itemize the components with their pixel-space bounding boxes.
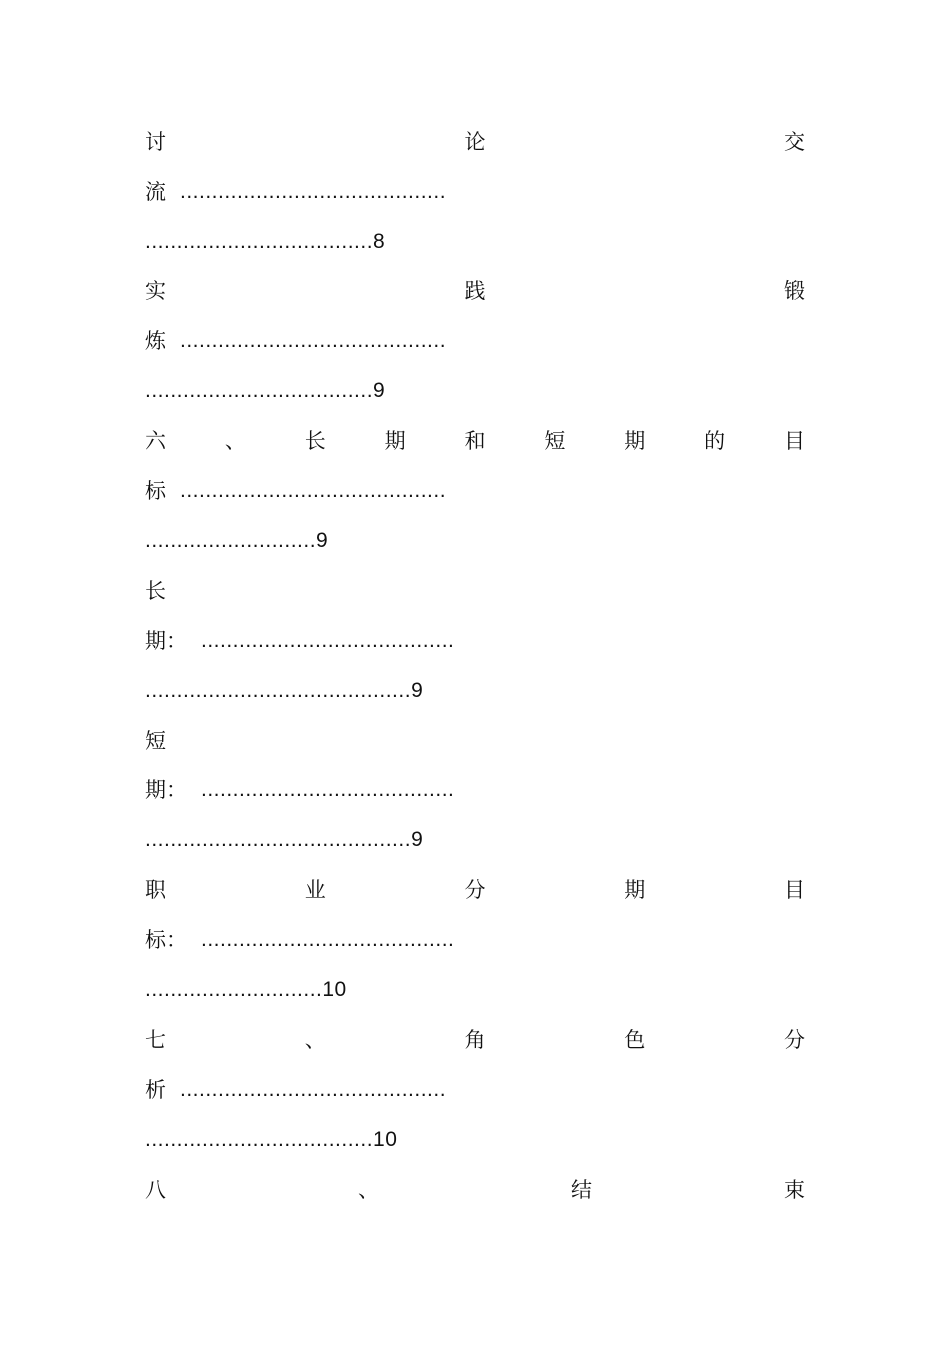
- toc-tail-char: 期：: [145, 629, 187, 653]
- toc-char: 的: [704, 429, 726, 453]
- toc-page-number: 10: [373, 1128, 398, 1151]
- toc-char: 八: [145, 1178, 166, 1202]
- toc-char: 职: [145, 878, 166, 902]
- toc-dots: ..........................................: [180, 1078, 447, 1101]
- toc-tail-char: 标：: [145, 928, 187, 952]
- toc-dots: ..........................................: [180, 180, 447, 203]
- toc-leader-line: [145, 476, 805, 506]
- toc-leader-line: [145, 177, 805, 207]
- toc-char: 期: [384, 429, 406, 453]
- toc-page-number: 9: [411, 828, 424, 851]
- toc-dots: ....................................: [145, 230, 374, 253]
- toc-leader-line: [145, 775, 805, 805]
- toc-page-line[interactable]: [145, 1125, 805, 1155]
- toc-leader-line: [145, 626, 805, 656]
- toc-char: 实: [145, 279, 166, 303]
- toc-page-line[interactable]: [145, 975, 805, 1005]
- toc-char: 讨: [145, 130, 166, 154]
- toc-dots: ..........................................: [145, 679, 412, 702]
- toc-char: 角: [464, 1028, 486, 1052]
- toc-leader-line: [145, 1075, 805, 1105]
- toc-page-line[interactable]: [145, 676, 805, 706]
- toc-heading-line: [145, 426, 805, 456]
- toc-char: 短: [145, 729, 166, 753]
- toc-dots: ..........................................: [180, 479, 447, 502]
- toc-char: 、: [304, 1028, 326, 1052]
- toc-dots: ........................................: [201, 778, 455, 801]
- toc-page-line[interactable]: [145, 825, 805, 855]
- toc-char: 色: [624, 1028, 646, 1052]
- toc-tail-char: 析: [145, 1078, 166, 1102]
- toc-char: 七: [145, 1028, 166, 1052]
- toc-dots: ........................................: [201, 928, 455, 951]
- toc-page-number: 9: [316, 529, 329, 552]
- toc-char: 短: [544, 429, 566, 453]
- toc-char: 践: [464, 279, 486, 303]
- toc-leader-line: [145, 326, 805, 356]
- toc-char: 、: [224, 429, 246, 453]
- toc-char: 目: [784, 878, 805, 902]
- toc-char: 六: [145, 429, 166, 453]
- toc-char: 期: [624, 878, 646, 902]
- toc-char: 锻: [784, 279, 805, 303]
- toc-char: 分: [784, 1028, 805, 1052]
- toc-heading-line: [145, 276, 805, 306]
- toc-dots: ........................................: [201, 629, 455, 652]
- toc-page-number: 9: [373, 379, 386, 402]
- toc-tail-char: 炼: [145, 329, 166, 353]
- toc-char: 交: [784, 130, 805, 154]
- toc-dots: ..........................................: [145, 828, 412, 851]
- toc-char: 束: [784, 1178, 805, 1202]
- toc-tail-char: 期：: [145, 778, 187, 802]
- toc-char: 论: [464, 130, 486, 154]
- toc-char: 期: [624, 429, 646, 453]
- toc-dots: ....................................: [145, 1128, 374, 1151]
- toc-char: 和: [464, 429, 486, 453]
- toc-char: 、: [358, 1178, 379, 1202]
- toc-tail-char: 流: [145, 180, 166, 204]
- toc-dots: ...........................: [145, 529, 317, 552]
- toc-page-number: 8: [373, 230, 386, 253]
- toc-heading-line: [145, 875, 805, 905]
- toc-tail-char: 标: [145, 479, 166, 503]
- toc-heading-line: [145, 576, 805, 606]
- toc-dots: ............................: [145, 978, 323, 1001]
- toc-heading-line: [145, 726, 805, 756]
- toc-char: 目: [784, 429, 805, 453]
- toc-char: 结: [571, 1178, 592, 1202]
- toc-page-line[interactable]: [145, 526, 805, 556]
- toc-char: 分: [464, 878, 486, 902]
- toc-char: 业: [304, 878, 326, 902]
- toc-heading-line: [145, 127, 805, 157]
- toc-leader-line: [145, 925, 805, 955]
- toc-dots: ....................................: [145, 379, 374, 402]
- toc-char: 长: [145, 579, 166, 603]
- toc-dots: ..........................................: [180, 329, 447, 352]
- toc-page-line[interactable]: [145, 227, 805, 257]
- toc-char: 长: [304, 429, 326, 453]
- toc-page-line[interactable]: [145, 376, 805, 406]
- toc-page-number: 9: [411, 679, 424, 702]
- toc-heading-line: [145, 1025, 805, 1055]
- toc-heading-line: [145, 1175, 805, 1205]
- toc-page-number: 10: [322, 978, 347, 1001]
